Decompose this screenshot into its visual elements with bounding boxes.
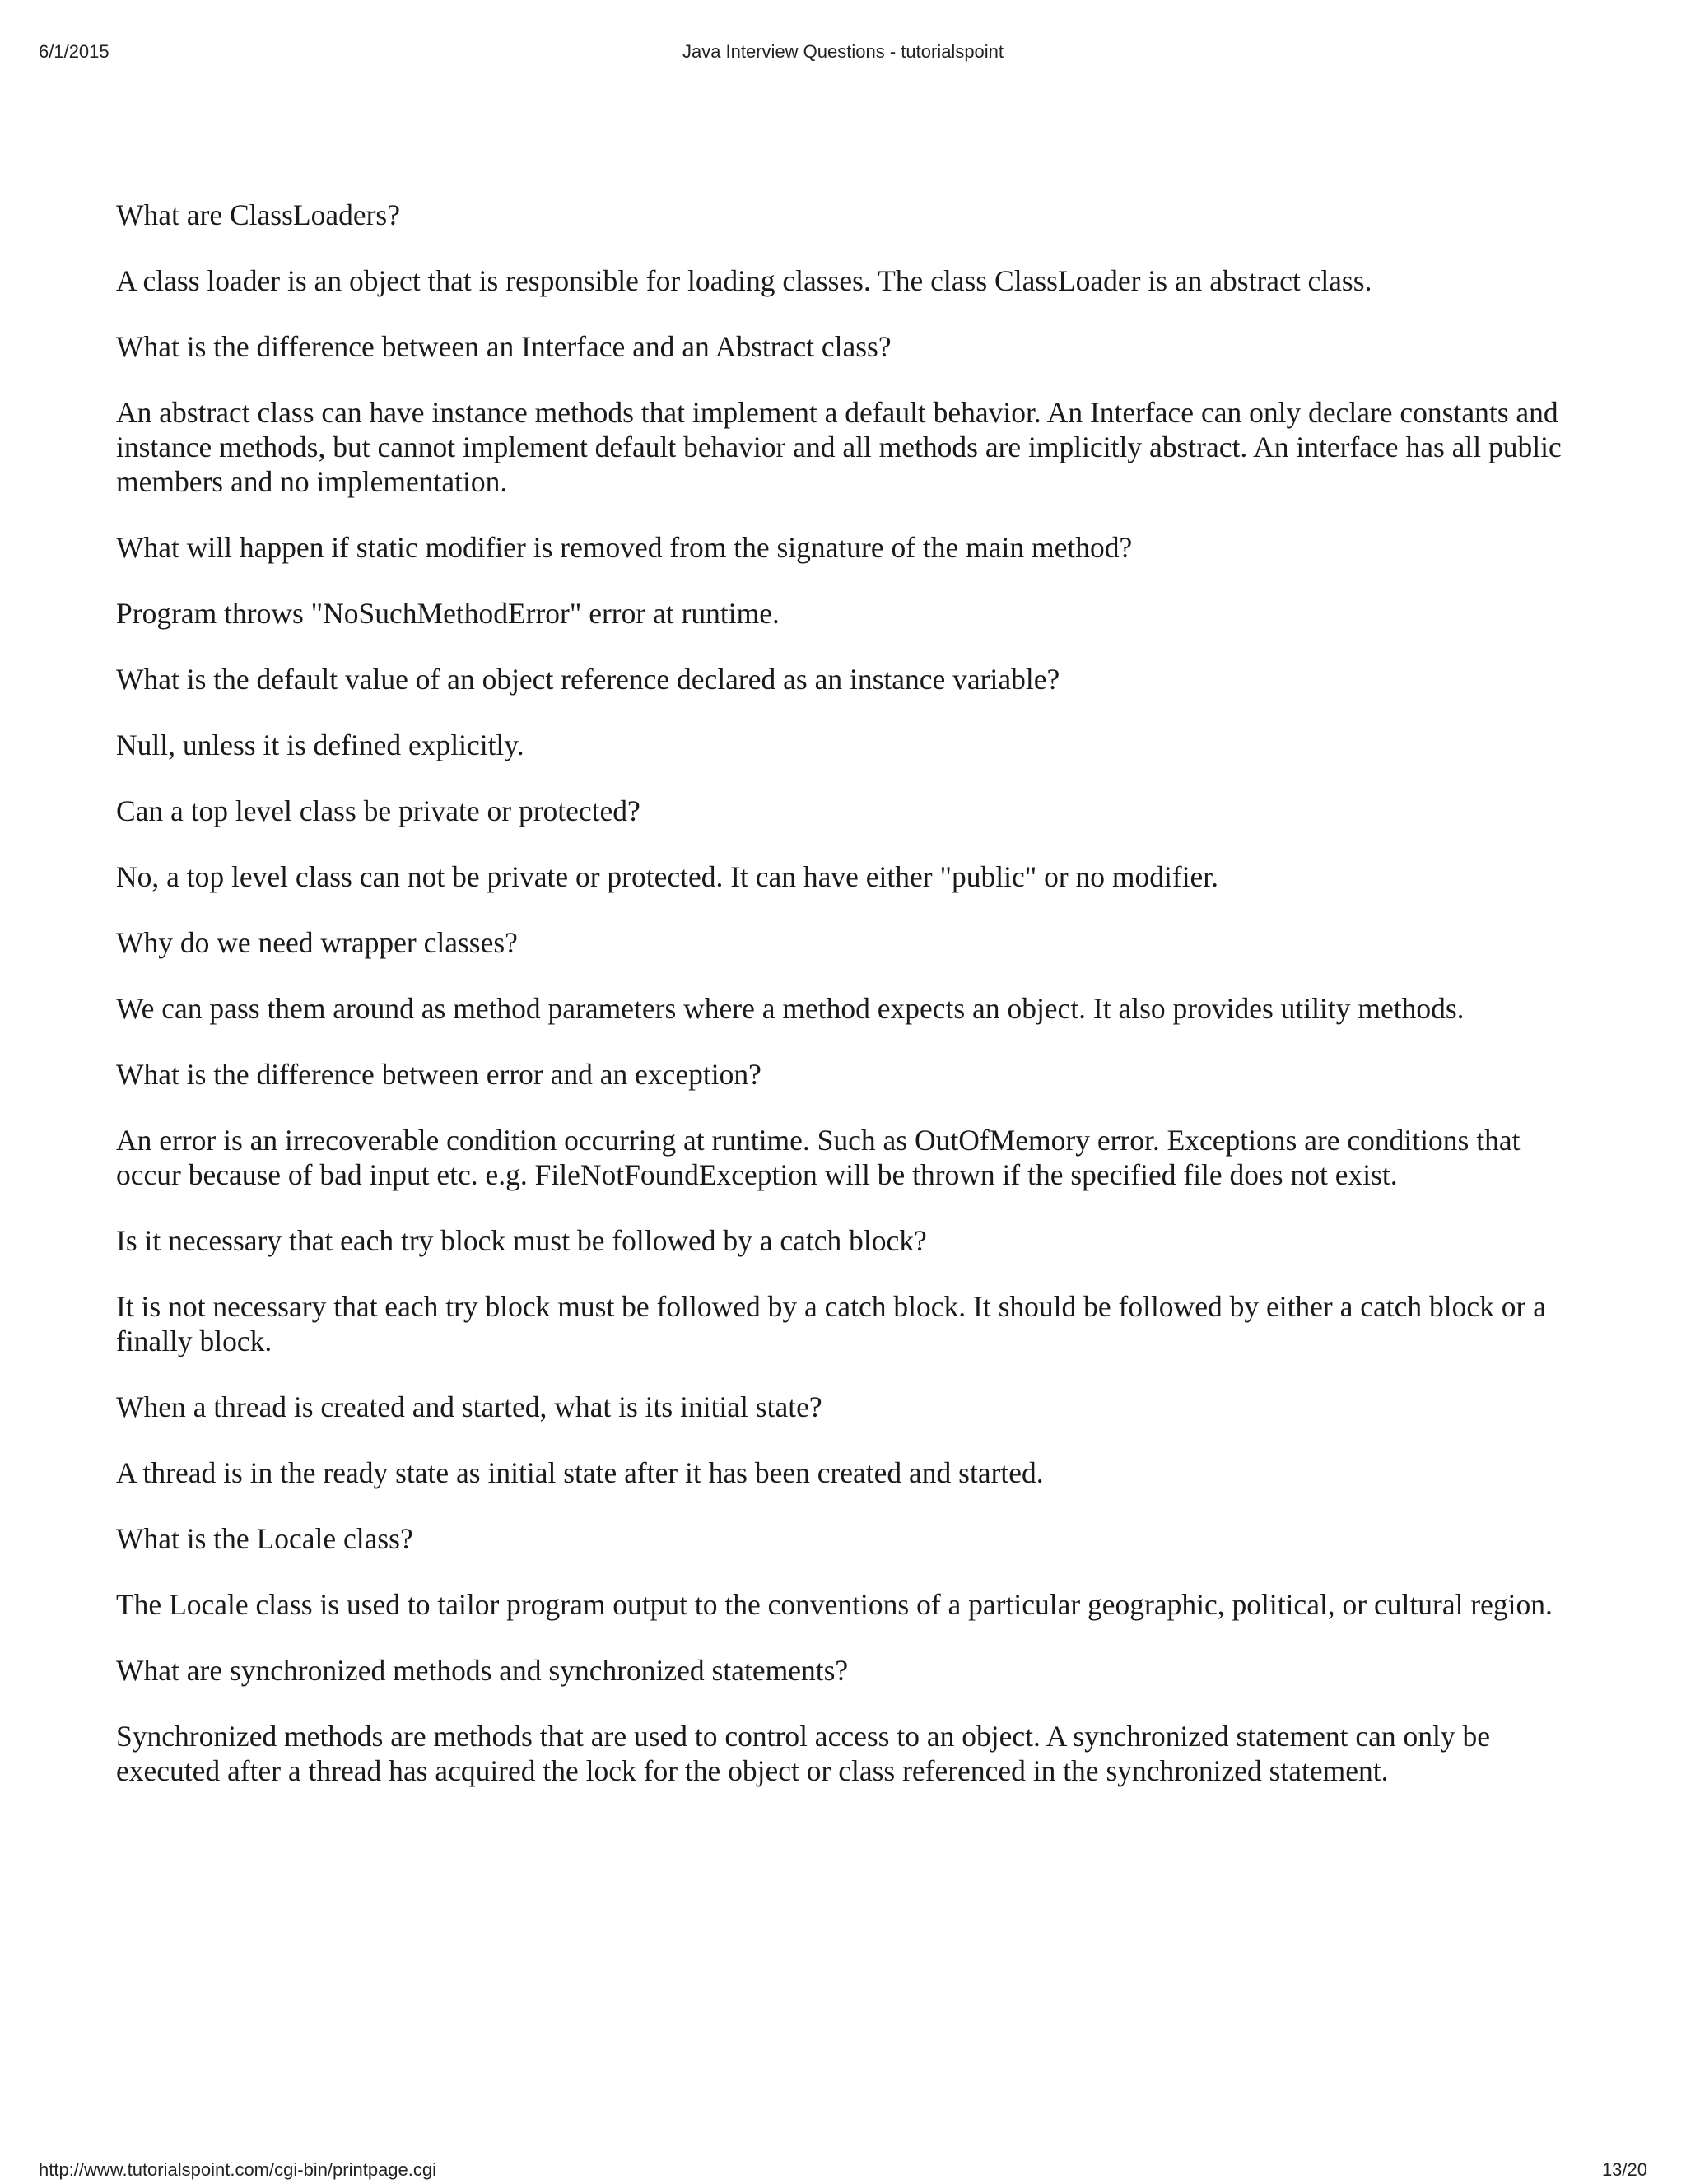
question-text: When a thread is created and started, what is its initial state? [116,1390,822,1423]
answer-text: A class loader is an object that is responsible for loading classes. The class ClassLoader is an abstract class. [116,264,1372,297]
answer-text: No, a top level class can not be private or protected. It can have either "public" or no modifier. [116,860,1219,893]
question-text: What is the default value of an object reference declared as an instance variable? [116,663,1060,696]
answer-text: An error is an irrecoverable condition occurring at runtime. Such as OutOfMemory error. Exceptions are conditions that occur because of bad input etc. e.g. FileNotFoundException will be thrown if the specified file does not exist. [116,1124,1521,1191]
answer-text: We can pass them around as method parameters where a method expects an object. It also provides utility methods. [116,992,1465,1025]
answer-text: The Locale class is used to tailor program output to the conventions of a particular geographic, political, or cultural region. [116,1588,1553,1621]
question-text: What are ClassLoaders? [116,198,400,231]
page-number: 13/20 [1601,2159,1647,2180]
answer-text: Null, unless it is defined explicitly. [116,729,524,761]
question-text: What are synchronized methods and synchronized statements? [116,1654,849,1687]
answer-text: Synchronized methods are methods that are used to control access to an object. A synchronized statement can only be executed after a thread has acquired the lock for the object or class referenced in the synchronized statement. [116,1720,1490,1787]
question-text: Can a top level class be private or protected? [116,794,640,827]
question-text: What is the difference between an Interface and an Abstract class? [116,330,892,363]
answer-text: Program throws "NoSuchMethodError" error at runtime. [116,597,780,630]
print-date: 6/1/2015 [39,41,109,62]
answer-text: A thread is in the ready state as initial state after it has been created and started. [116,1456,1044,1489]
answer-text: An abstract class can have instance methods that implement a default behavior. An Interface can only declare constants and instance methods, but cannot implement default behavior and all methods are implicitly abstract. An interface has all public members and no implementation. [116,396,1562,498]
print-footer [0,2159,1686,2184]
question-text: What is the difference between error and an exception? [116,1058,761,1091]
question-text: What is the Locale class? [116,1522,413,1555]
page-url: http://www.tutorialspoint.com/cgi-bin/printpage.cgi [39,2159,437,2180]
qa-content [116,198,1573,1819]
question-text: Why do we need wrapper classes? [116,926,518,959]
page-title: Java Interview Questions - tutorialspoint [682,41,1004,62]
answer-text: It is not necessary that each try block must be followed by a catch block. It should be followed by either a catch block or a finally block. [116,1290,1546,1357]
question-text: Is it necessary that each try block must be followed by a catch block? [116,1224,927,1257]
question-text: What will happen if static modifier is removed from the signature of the main method? [116,531,1133,564]
print-header [0,41,1686,66]
